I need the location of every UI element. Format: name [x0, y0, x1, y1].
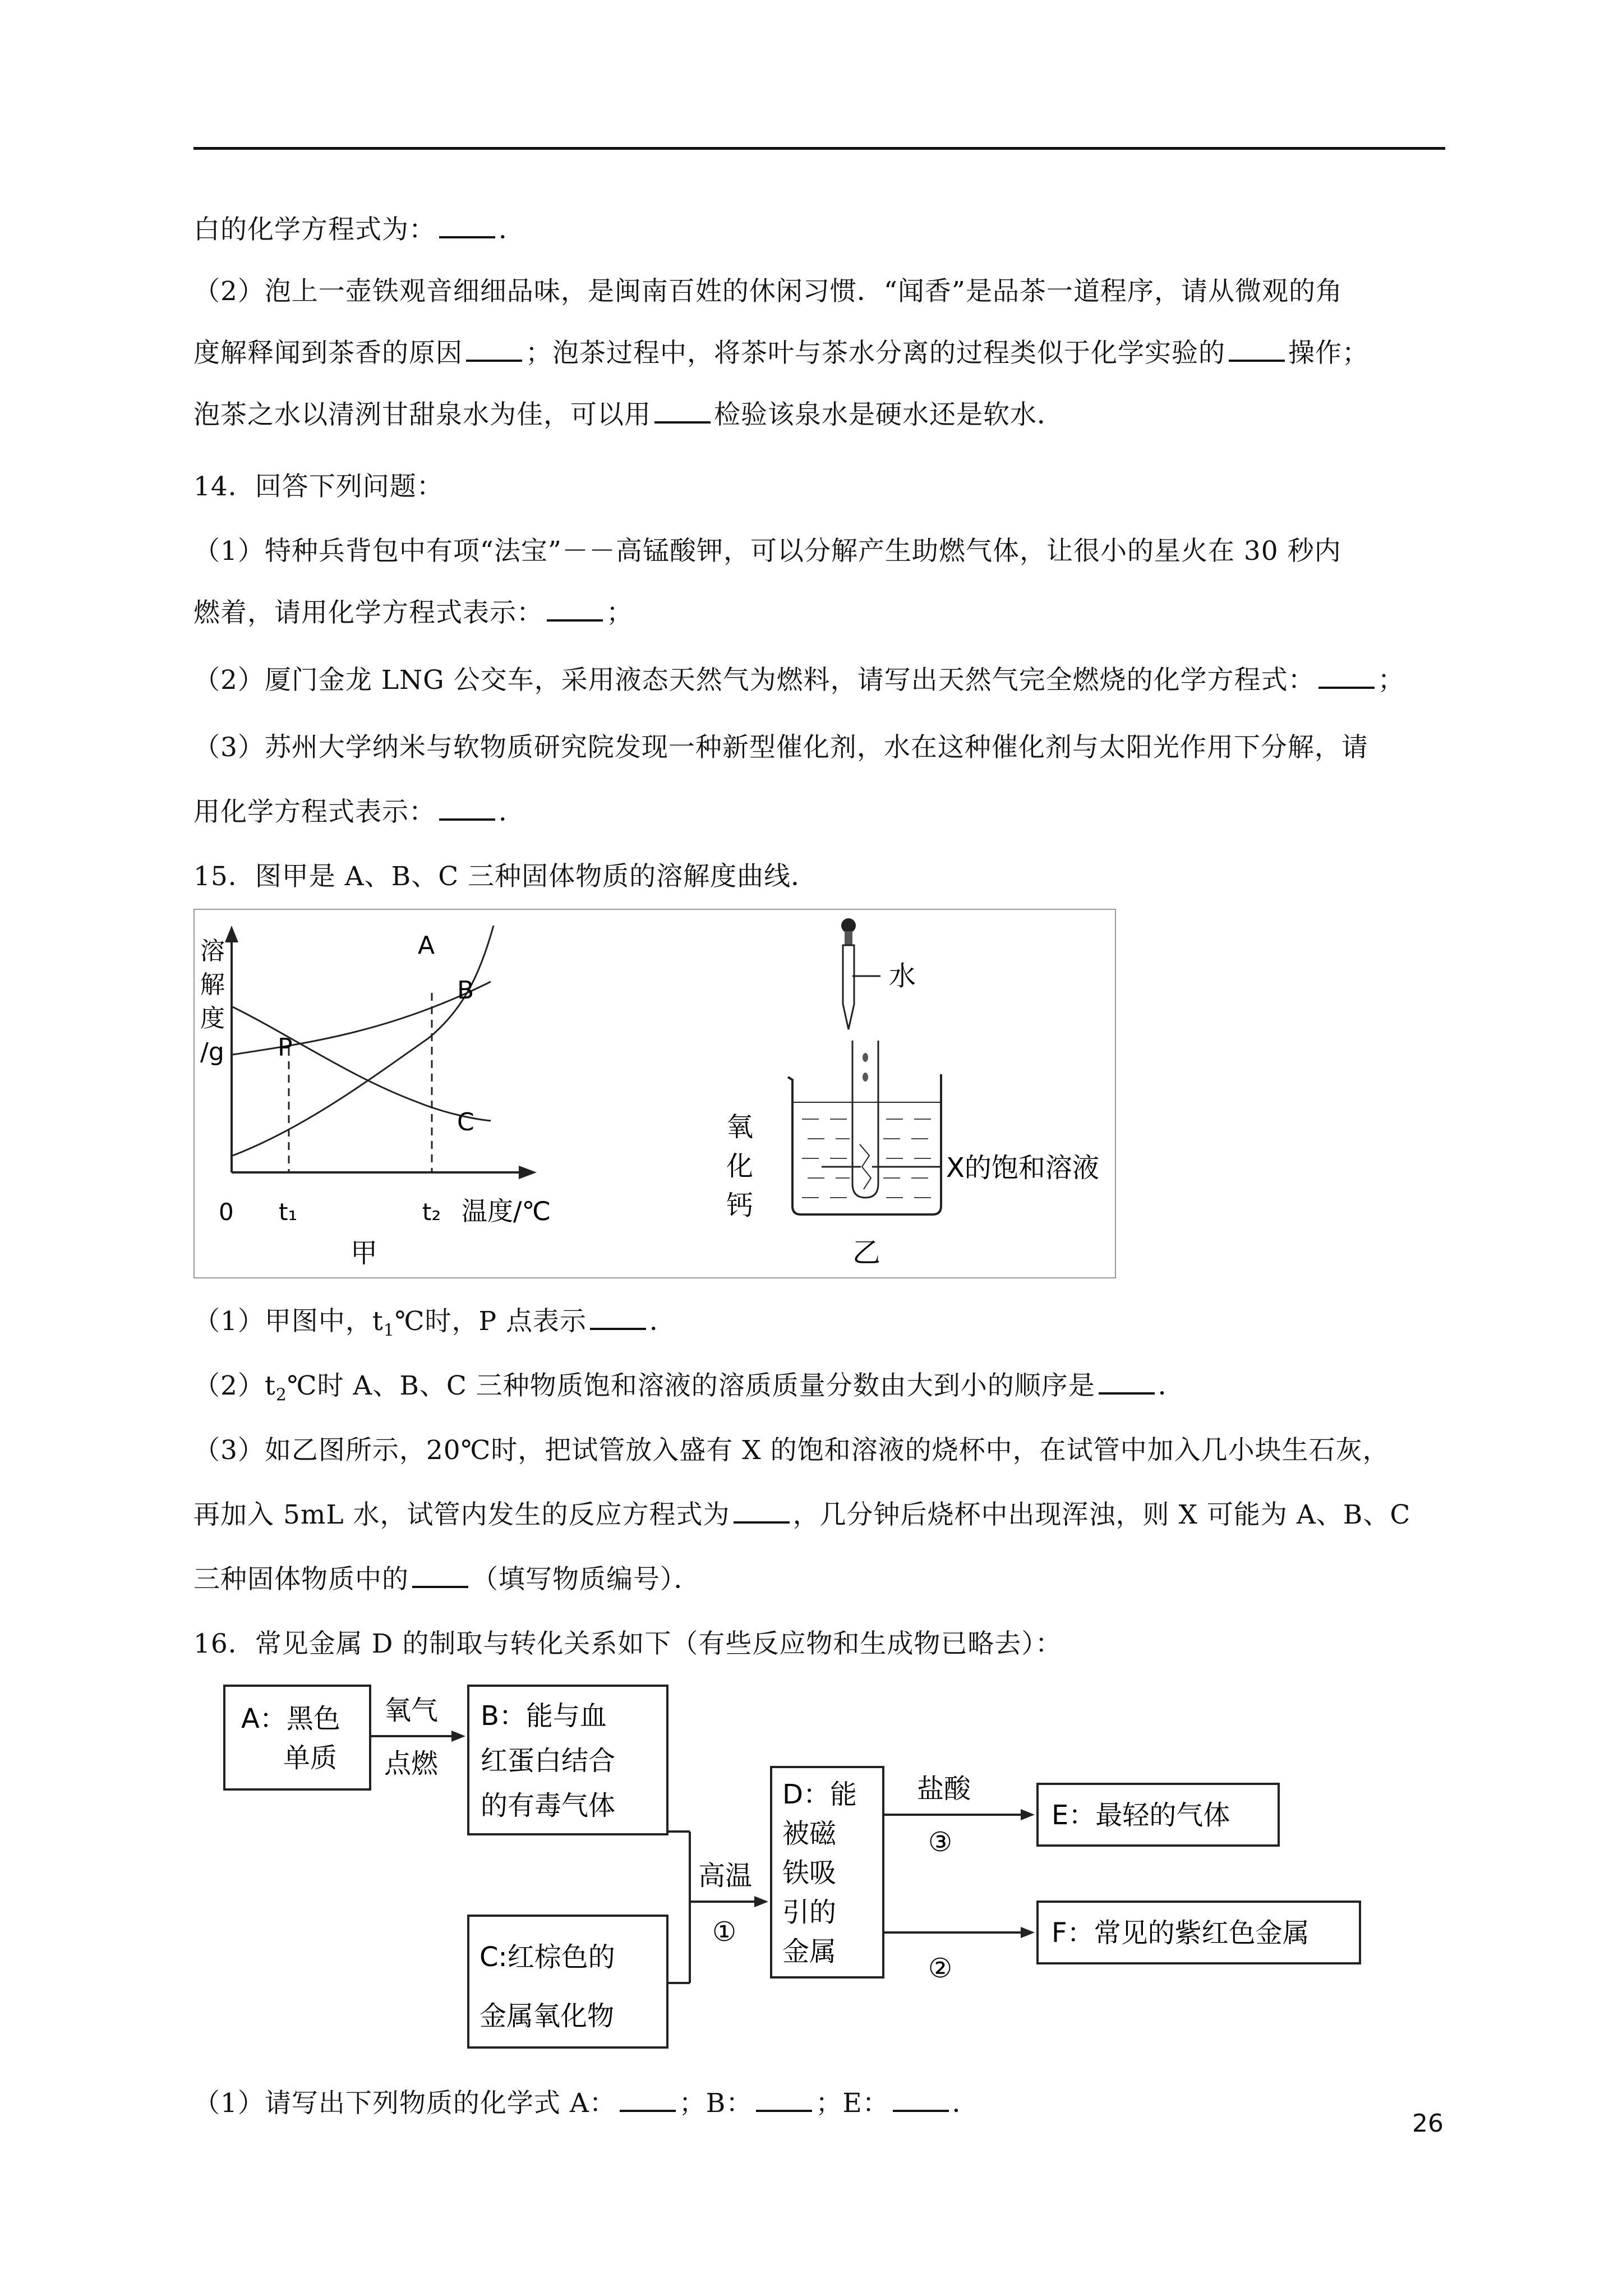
- arrow-1-head: [754, 1896, 768, 1907]
- box-a-text: A：黑色: [241, 1703, 340, 1734]
- solubility-figure: [193, 909, 1116, 1279]
- arrow-ab-bottom: 点燃: [384, 1748, 439, 1779]
- q14-2-line: （2）厦门金龙 LNG 公交车，采用液态天然气为燃料，请写出天然气完全燃烧的化学方程式： ；: [193, 665, 1405, 696]
- curve-b: [233, 982, 491, 1055]
- box-d-text: 引的: [782, 1897, 837, 1928]
- apparatus-diagram: [726, 918, 1099, 1269]
- arrow-3-top: 盐酸: [917, 1773, 971, 1805]
- box-b-text: B：能与血: [481, 1700, 607, 1732]
- answer-blank[interactable]: [439, 796, 495, 821]
- box-c-text: 金属氧化物: [479, 2000, 615, 2032]
- answer-blank[interactable]: [547, 597, 603, 622]
- answer-blank[interactable]: [412, 1563, 468, 1588]
- q15-3-line3: 三种固体物质中的 （填写物质编号）．: [193, 1564, 701, 1595]
- dropper-tube: [843, 945, 854, 1029]
- arrow-ab-head: [451, 1731, 465, 1742]
- solubility-chart: [200, 926, 551, 1269]
- ylabel-char: 溶: [200, 937, 225, 965]
- q13-line1: 白的化学方程式为： ．: [193, 214, 525, 245]
- box-b-text: 的有毒气体: [481, 1790, 616, 1821]
- q15-title: 15．图甲是 A、B、C 三种固体物质的溶解度曲线．: [193, 861, 818, 892]
- flow-diagram: [222, 1677, 1382, 2064]
- q14-title: 14．回答下列问题：: [193, 471, 444, 502]
- answer-blank[interactable]: [620, 2087, 676, 2112]
- ylabel-char: 度: [200, 1004, 225, 1033]
- box-d-text: D：能: [782, 1779, 857, 1810]
- y-axis-arrow: [225, 926, 238, 942]
- cao-char: 钙: [726, 1190, 754, 1221]
- ylabel-char: /g: [200, 1038, 224, 1066]
- arrow-ab-top: 氧气: [384, 1695, 439, 1726]
- q14-1-line2: 燃着，请用化学方程式表示： ；: [193, 597, 633, 628]
- answer-blank[interactable]: [439, 214, 495, 238]
- arrow-1-top: 高温: [698, 1860, 753, 1892]
- dropper-neck: [845, 931, 852, 945]
- arrow-3-head: [1021, 1809, 1035, 1820]
- figure-border: [194, 909, 1115, 1278]
- label-b: B: [457, 976, 474, 1005]
- page-number: 26: [1412, 2109, 1444, 2138]
- label-p: P: [278, 1033, 293, 1062]
- box-e-text: E：最轻的气体: [1052, 1800, 1230, 1831]
- cao-char: 氧: [726, 1111, 754, 1143]
- box-a: [224, 1686, 370, 1789]
- box-d-text: 被磁: [782, 1818, 837, 1849]
- beaker: [788, 1074, 941, 1214]
- dropper-bulb: [841, 918, 856, 933]
- water-drop: [863, 1053, 868, 1062]
- q15-3-line1: （3）如乙图所示，20℃时，把试管放入盛有 X 的饱和溶液的烧杯中，在试管中加入几小块生石灰，: [193, 1435, 1390, 1466]
- cao-solid: [860, 1144, 871, 1189]
- box-b-text: 红蛋白结合: [481, 1745, 616, 1777]
- caption-jia: 甲: [351, 1237, 378, 1269]
- ylabel-char: 解: [200, 970, 225, 999]
- q14-3-line1: （3）苏州大学纳米与软物质研究院发现一种新型催化剂，水在这种催化剂与太阳光作用下分解，请: [193, 732, 1368, 763]
- answer-blank[interactable]: [590, 1305, 646, 1330]
- caption-yi: 乙: [852, 1236, 880, 1269]
- answer-blank[interactable]: [1318, 664, 1375, 689]
- label-a: A: [418, 931, 435, 960]
- arrow-2-head: [1021, 1927, 1035, 1938]
- answer-blank[interactable]: [756, 2087, 812, 2112]
- x-axis-arrow: [519, 1166, 537, 1179]
- answer-blank[interactable]: [654, 399, 711, 424]
- q14-3-line2: 用化学方程式表示： ．: [193, 797, 525, 827]
- tick-t1: t₁: [279, 1198, 298, 1226]
- arrow-3-bottom: ③: [928, 1826, 953, 1858]
- label-c: C: [457, 1108, 474, 1137]
- tick-0: 0: [219, 1198, 234, 1226]
- tick-t2: t₂: [422, 1198, 441, 1226]
- water-drop: [863, 1073, 868, 1082]
- q14-1-line1: （1）特种兵背包中有项“法宝”－－高锰酸钾，可以分解产生助燃气体，让很小的星火在 30 秒内: [193, 536, 1341, 567]
- box-d-text: 金属: [782, 1936, 837, 1967]
- q13-2-line1: （2）泡上一壶铁观音细细品味，是闽南百姓的休闲习惯．“闻香”是品茶一道程序，请从微观的角: [193, 276, 1343, 307]
- answer-blank[interactable]: [1229, 337, 1285, 362]
- q16-1-line: （1）请写出下列物质的化学式 A： ；B： ；E： ．: [193, 2088, 979, 2119]
- x-label: 温度/℃: [462, 1196, 551, 1226]
- arrow-1-bottom: ①: [712, 1916, 737, 1948]
- q15-1-line: （1）甲图中，$t_1℃$时，P 点表示 ．: [193, 1306, 677, 1341]
- answer-blank[interactable]: [466, 337, 522, 362]
- answer-blank[interactable]: [1099, 1370, 1155, 1395]
- box-c-text: C:红棕色的: [479, 1941, 615, 1973]
- label-solution: X的饱和溶液: [946, 1152, 1099, 1184]
- q13-2-line2: 度解释闻到茶香的原因 ；泡茶过程中，将茶叶与茶水分离的过程类似于化学实验的 操作；: [193, 338, 1369, 369]
- box-f-text: F：常见的紫红色金属: [1052, 1917, 1310, 1949]
- curve-a: [233, 926, 494, 1156]
- box-d-text: 铁吸: [782, 1857, 837, 1889]
- header-rule: [193, 147, 1445, 150]
- label-water: 水: [889, 960, 916, 992]
- q15-2-line: $(2)t_2℃$时 A、B、C 三种物质饱和溶液的溶质质量分数由大到小的顺序是 ．: [193, 1370, 1185, 1405]
- q15-3-line2: 再加入 5mL 水，试管内发生的反应方程式为 ，几分钟后烧杯中出现浑浊，则 X 可能为 A、B、C: [193, 1499, 1411, 1530]
- cao-char: 化: [726, 1151, 754, 1182]
- arrow-2-bottom: ②: [928, 1953, 953, 1984]
- test-tube: [852, 1041, 878, 1198]
- q13-2-line3: 泡茶之水以清洌甘甜泉水为佳，可以用 检验该泉水是硬水还是软水．: [193, 399, 1064, 430]
- answer-blank[interactable]: [734, 1499, 790, 1524]
- q16-title: 16．常见金属 D 的制取与转化关系如下（有些反应物和生成物已略去）：: [193, 1628, 1062, 1659]
- box-a-text: 单质: [283, 1742, 338, 1774]
- answer-blank[interactable]: [893, 2087, 949, 2112]
- curve-c: [233, 1007, 491, 1121]
